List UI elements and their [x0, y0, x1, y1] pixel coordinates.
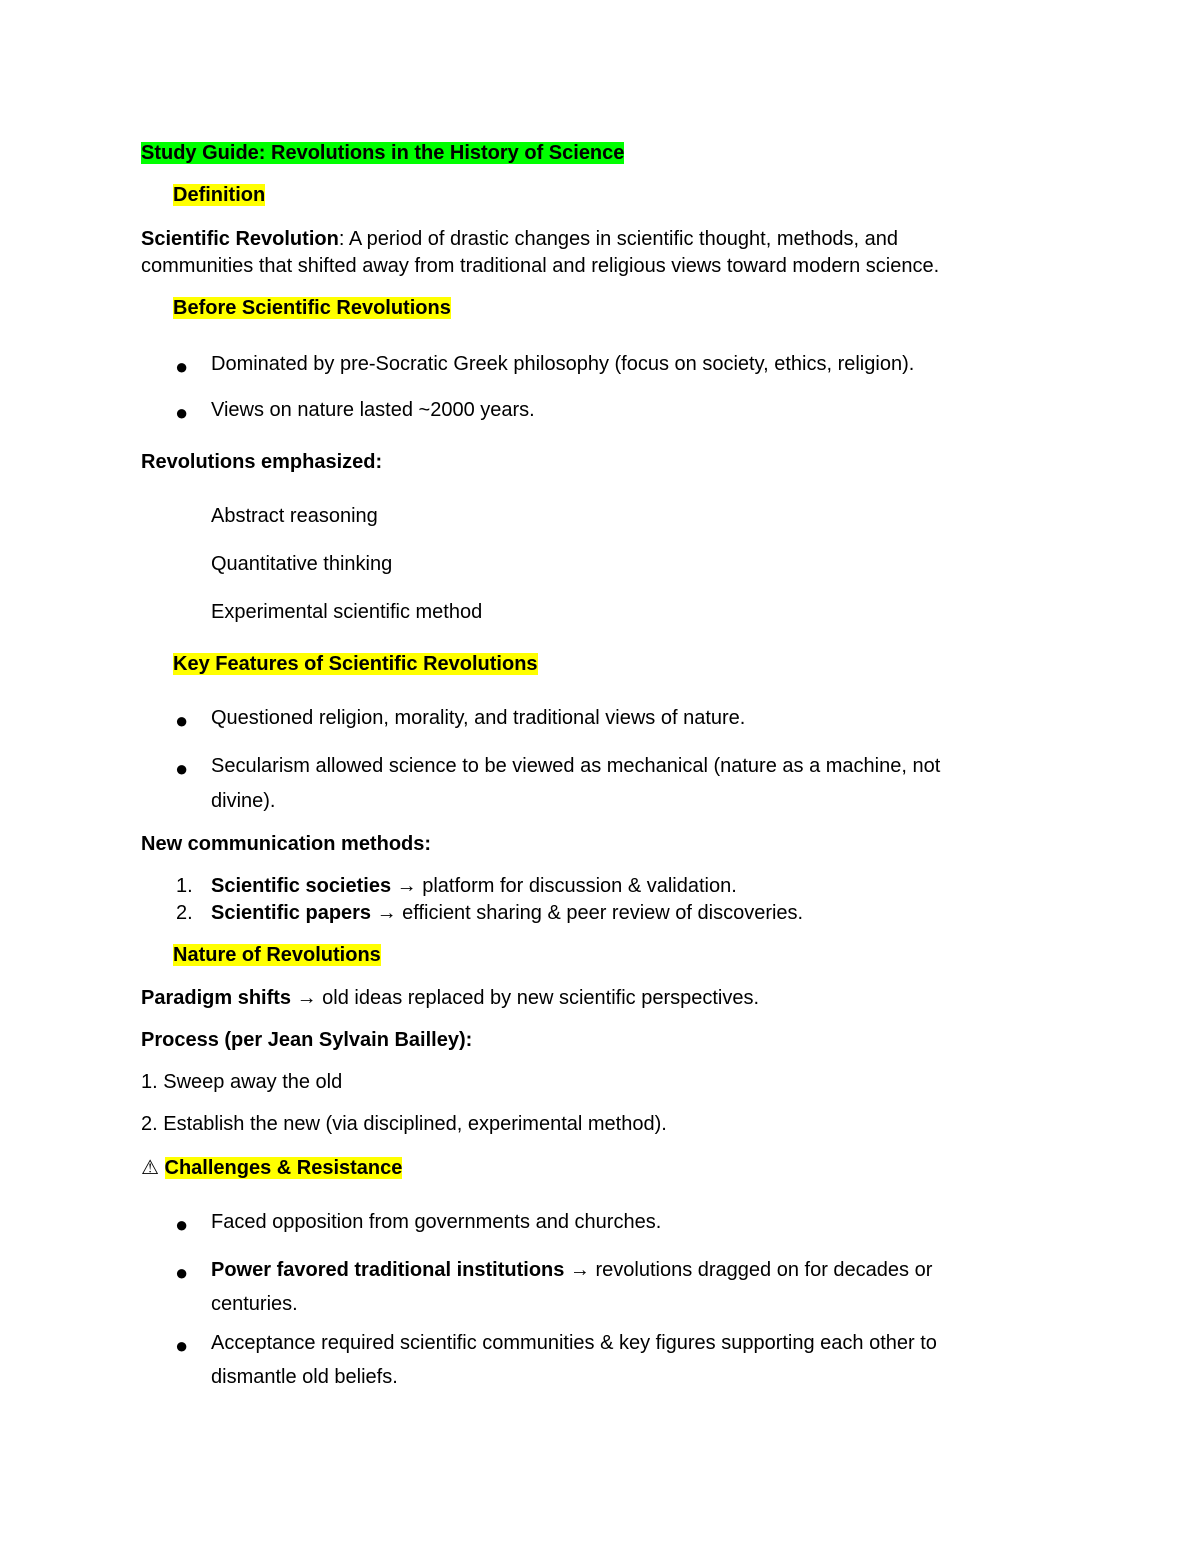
emphasized-item: Experimental scientific method: [211, 601, 483, 623]
communication-item-1: Scientific societies → platform for discussion & validation.: [211, 875, 737, 897]
bullet-icon: ●: [175, 1260, 189, 1285]
challenges-bullet-3-line1: Acceptance required scientific communities & key figures supporting each other to: [211, 1332, 937, 1354]
challenges-bullet-1: Faced opposition from governments and churches.: [211, 1211, 662, 1233]
key-features-bullet-2-line2: divine).: [211, 790, 276, 812]
communication-label: New communication methods:: [141, 833, 432, 855]
key-features-heading: Key Features of Scientific Revolutions: [173, 653, 538, 675]
key-features-bullet-2-line1: Secularism allowed science to be viewed as mechanical (nature as a machine, not: [211, 755, 941, 777]
warning-icon: ⚠: [141, 1157, 159, 1179]
process-label: Process (per Jean Sylvain Bailley):: [141, 1029, 473, 1051]
paradigm-shifts-line: Paradigm shifts → old ideas replaced by new scientific perspectives.: [141, 987, 760, 1009]
definition-paragraph-line1: Scientific Revolution: A period of drastic changes in scientific thought, methods, and: [141, 228, 899, 250]
before-bullet-2: Views on nature lasted ~2000 years.: [211, 399, 535, 421]
emphasized-item: Quantitative thinking: [211, 553, 393, 575]
nature-heading: Nature of Revolutions: [173, 944, 381, 966]
challenges-bullet-2-line2: centuries.: [211, 1293, 298, 1315]
document-title: Study Guide: Revolutions in the History of Science: [141, 142, 625, 164]
definition-heading: Definition: [173, 184, 266, 206]
bullet-icon: ●: [175, 1333, 189, 1358]
list-number: 1.: [176, 875, 193, 897]
before-heading: Before Scientific Revolutions: [173, 297, 451, 319]
challenges-heading: ⚠ Challenges & Resistance: [141, 1157, 403, 1179]
emphasized-item: Abstract reasoning: [211, 505, 378, 527]
challenges-bullet-2-line1: Power favored traditional institutions → revolutions dragged on for decades or: [211, 1259, 933, 1281]
bullet-icon: ●: [175, 756, 189, 781]
definition-term: Scientific Revolution: [141, 228, 339, 250]
key-features-bullet-1: Questioned religion, morality, and traditional views of nature.: [211, 707, 746, 729]
process-step-2: 2. Establish the new (via disciplined, experimental method).: [141, 1113, 667, 1135]
definition-paragraph-line2: communities that shifted away from traditional and religious views toward modern science.: [141, 255, 940, 277]
before-bullet-1: Dominated by pre-Socratic Greek philosophy (focus on society, ethics, religion).: [211, 353, 915, 375]
communication-item-2: Scientific papers → efficient sharing & peer review of discoveries.: [211, 902, 804, 924]
bullet-icon: ●: [175, 708, 189, 733]
bullet-icon: ●: [175, 354, 189, 379]
bullet-icon: ●: [175, 400, 189, 425]
challenges-bullet-3-line2: dismantle old beliefs.: [211, 1366, 398, 1388]
list-number: 2.: [176, 902, 193, 924]
bullet-icon: ●: [175, 1212, 189, 1237]
process-step-1: 1. Sweep away the old: [141, 1071, 343, 1093]
emphasized-label: Revolutions emphasized:: [141, 451, 383, 473]
